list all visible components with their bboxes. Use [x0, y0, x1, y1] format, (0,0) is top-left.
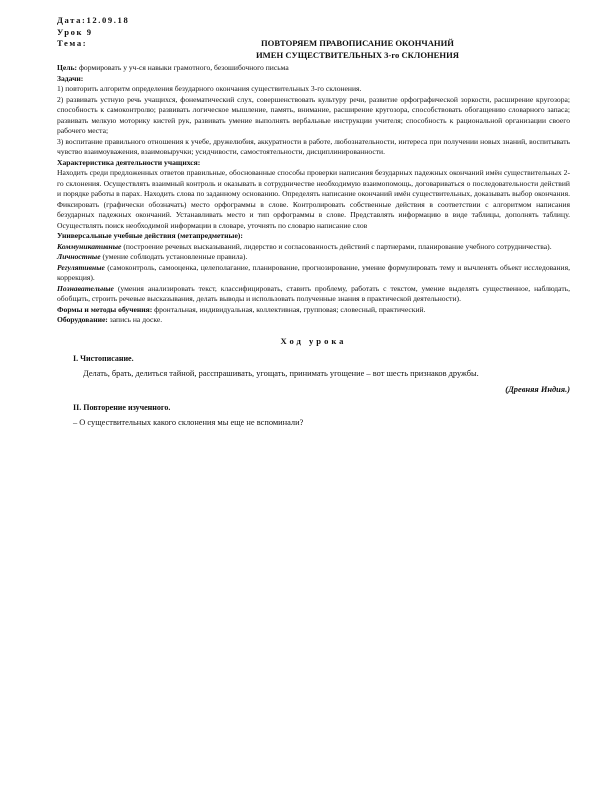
lesson-number: Урок 9	[57, 27, 93, 37]
forms-label: Формы и методы обучения:	[57, 304, 153, 314]
uud-cognitive	[57, 284, 570, 305]
uud-cognitive-label: Познавательные	[57, 283, 114, 293]
section-2-title: II. Повторение изученного.	[73, 402, 171, 412]
equipment-text: запись на доске.	[107, 315, 163, 324]
uud-regulatory-label: Регулятивные	[57, 262, 105, 272]
uud-regulatory	[57, 263, 570, 284]
forms-paragraph	[57, 305, 570, 316]
uud-communicative-label: Коммуникативные	[57, 241, 122, 251]
document-page	[57, 14, 570, 429]
goal-label: Цель:	[57, 63, 78, 72]
forms-text: фронтальная, индивидуальная, коллективная, групповая; словесный, практический.	[152, 304, 426, 314]
topic-titles	[175, 38, 570, 61]
uud-communicative-text: (построение речевых высказываний, лидерство и согласованность действий с партнерами, планирование учебного сотрудничества).	[121, 241, 552, 251]
task-item-3: 3) воспитание правильного отношения к учебе, дружелюбия, аккуратности в работе, любознательности, интереса при получении новых знаний, воспитывать чувство взаимоуважения, взаимовыручки; усидчивости, самостоятельности, дисциплинированности.	[57, 136, 570, 156]
equipment-label: Оборудование:	[57, 315, 108, 324]
activity-label: Характеристика деятельности учащихся:	[57, 157, 201, 167]
goal-paragraph	[57, 63, 570, 74]
section-1-text: Делать, брать, делиться тайной, расспрашивать, угощать, принимать угощение – вот шесть признаков дружбы.	[83, 368, 479, 378]
uud-regulatory-text: (самоконтроль, самооценка, целеполагание, планирование, прогнозирование, умение формулировать тему и вычленять объект исследования, коррекция).	[57, 262, 570, 282]
uud-personal-label: Личностные	[57, 252, 101, 261]
task-item-2: 2) развивать устную речь учащихся, фонематический слух, совершенствовать культуру речи, развитие орфографической зоркости, расширение кругозора; способность к самоконтролю; развивать логическое мышление, память, внимание, расширение кругозора, способствовать обогащению словарного запаса; развивать мелкую моторику кистей рук, развивать умение выполнять вербальные инструкции учителя; способность к рациональной организации своего рабочего места;	[57, 94, 570, 135]
topic-line-2: ИМЕН СУЩЕСТВИТЕЛЬНЫХ 3-го СКЛОНЕНИЯ	[255, 49, 459, 60]
uud-cognitive-text: (умения анализировать текст, классифицировать, ставить проблему, работать с текстом, умение выделять существенное, наблюдать, обобщать, строить речевые высказывания, делать выводы и использовать полученные знания в практической деятельности).	[57, 283, 570, 303]
topic-label: Тема:	[57, 38, 88, 48]
activity-text: Находить среди предложенных ответов правильные, обоснованные способы проверки написания безударных падежных окончаний имён существительных 2-го склонения. Осуществлять взаимный контроль и оказывать в сотрудничестве необходимую взаимопомощь, договариваться о последовательности действий и порядке работы в парах. Находить слова по заданному основанию. Определять написание окончаний имён существительных, доказывать выбор окончания. Фиксировать (графически обозначать) место орфограммы в слове. Контролировать собственные действия в соответствии с алгоритмом написания безударных падежных окончаний. Устанавливать место и тип орфограммы в слове. Представлять информацию в виде таблицы, дополнять таблицу. Осуществлять поиск необходимой информации в словаре, уточнять по словарю написание слов	[57, 168, 570, 230]
tasks-label: Задачи:	[57, 73, 84, 83]
uud-personal-text: (умение соблюдать установленные правила).	[100, 252, 248, 261]
equipment-paragraph	[57, 315, 570, 326]
topic-row	[57, 38, 570, 61]
topic-line-1: ПОВТОРЯЕМ ПРАВОПИСАНИЕ ОКОНЧАНИЙ	[260, 38, 454, 48]
uud-communicative	[57, 242, 570, 253]
section-1-title: I. Чистописание.	[73, 353, 134, 363]
lesson-date: Дата:12.09.18	[57, 15, 130, 25]
task-item-1: 1) повторить алгоритм определения безударного окончания существительных 3-го склонения.	[57, 84, 362, 93]
section-1-source: (Древняя Индия.)	[505, 384, 570, 394]
goal-text: формировать у уч-ся навыки грамотного, безошибочного письма	[77, 63, 289, 72]
section-2-text: – О существительных какого склонения мы еще не вспоминали?	[73, 417, 304, 427]
lesson-flow-title: Ход урока	[280, 335, 347, 346]
uud-personal	[57, 252, 570, 263]
uud-label: Универсальные учебные действия (метапредметные):	[57, 231, 243, 240]
